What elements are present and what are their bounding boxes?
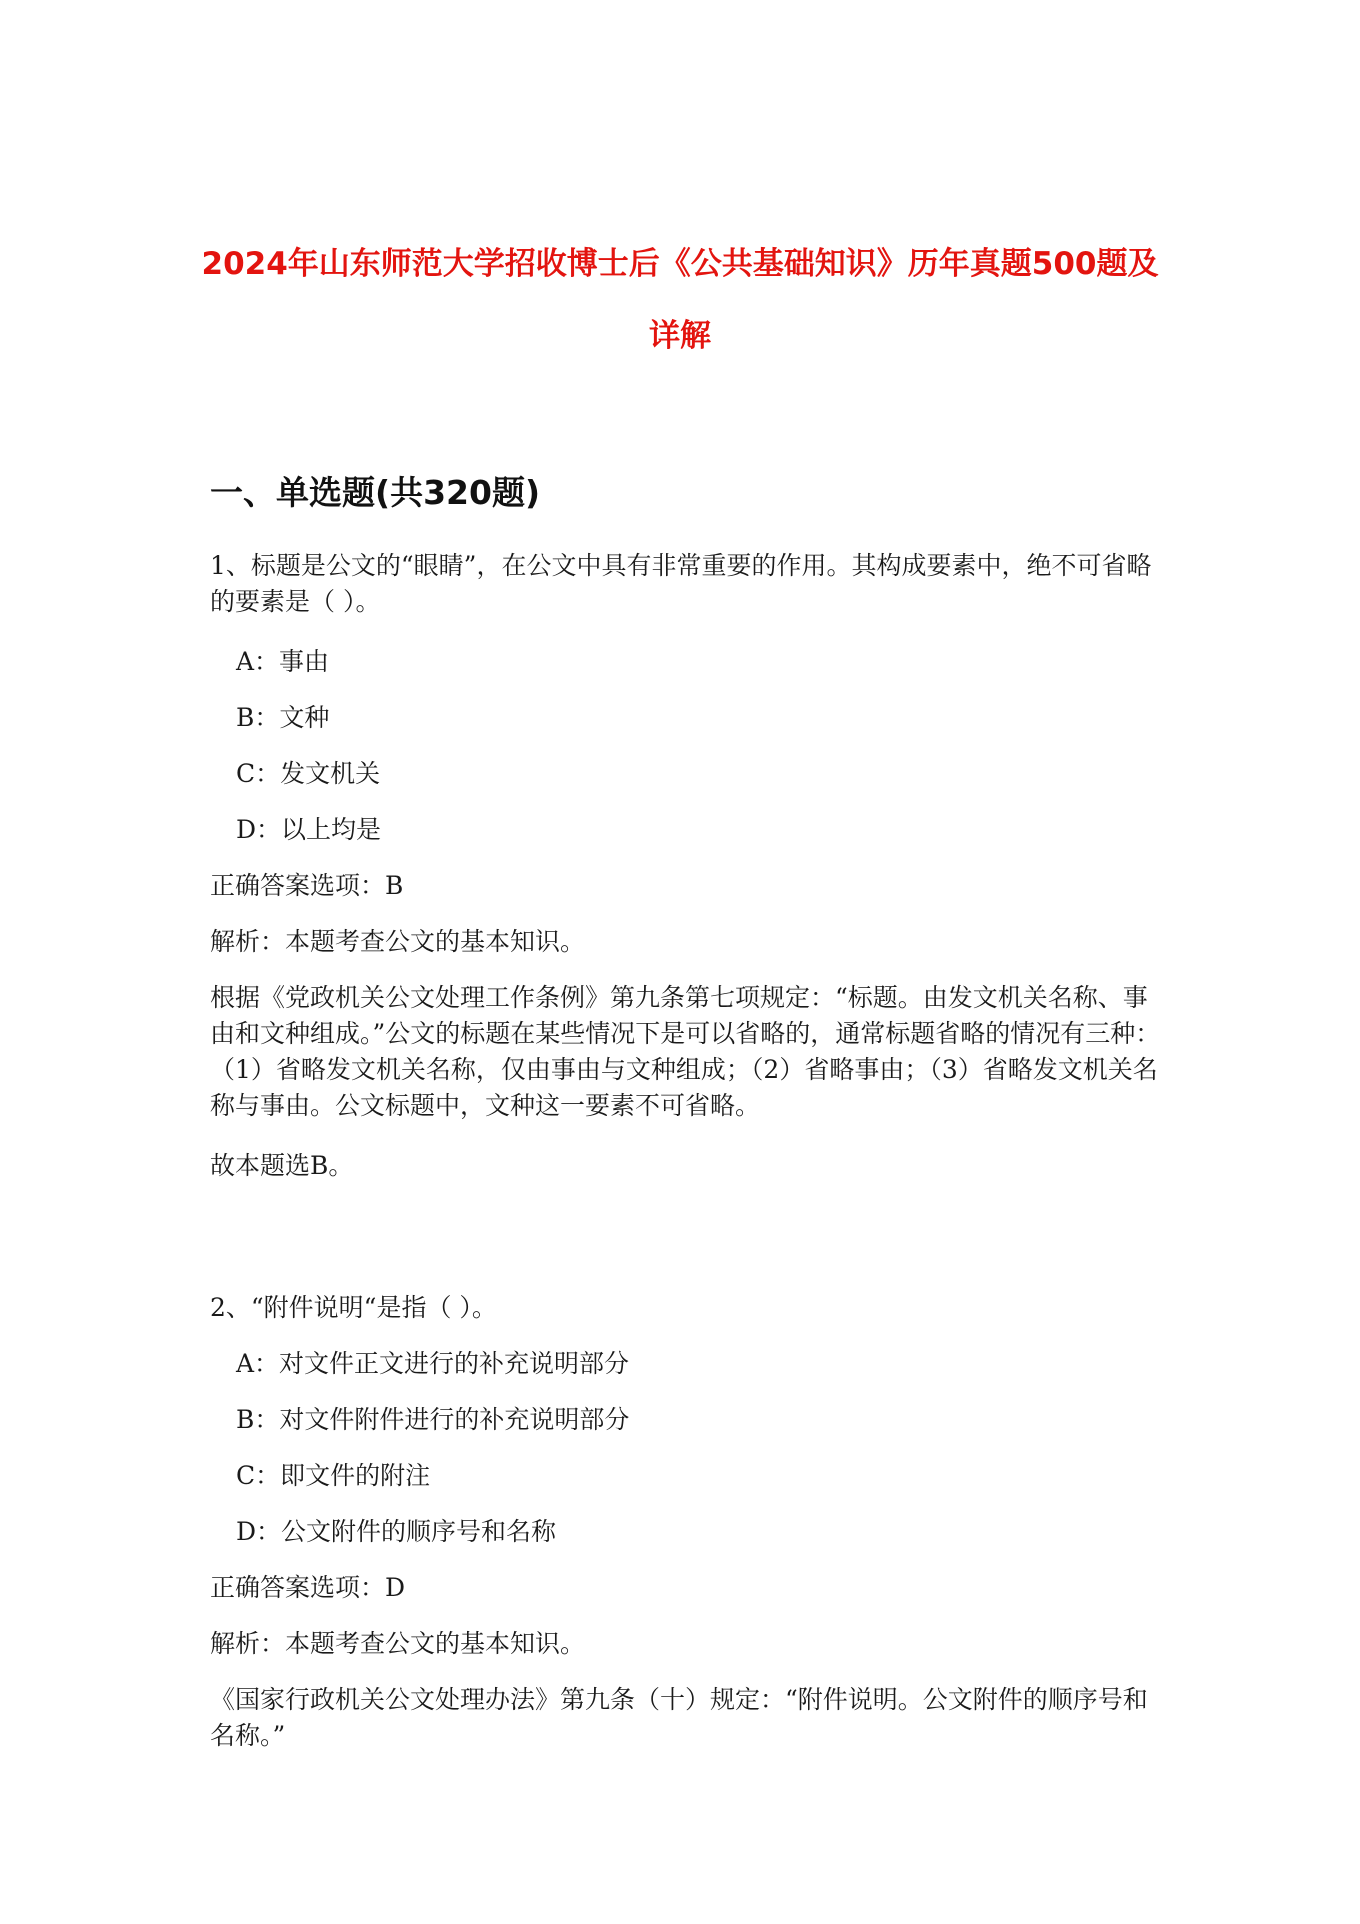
question-1-conclusion: 故本题选B。	[210, 1151, 354, 1180]
question-1-option-b: B：文种	[236, 703, 330, 732]
question-1-answer: 正确答案选项：B	[210, 871, 404, 900]
document-title: 2024年山东师范大学招收博士后《公共基础知识》历年真题500题及详解	[201, 246, 1159, 354]
question-1-analysis-body: 根据《党政机关公文处理工作条例》第九条第七项规定：“标题。由发文机关名称、事由和文种组成。”公文的标题在某些情况下是可以省略的，通常标题省略的情况有三种：（1）省略发文机关名称，仅由事由与文种组成；（2）省略事由；（3）省略发文机关名称与事由。公文标题中，文种这一要素不可省略。	[210, 983, 1161, 1120]
question-1-option-a: A：事由	[236, 647, 330, 676]
question-2-option-b: B：对文件附件进行的补充说明部分	[236, 1405, 630, 1434]
question-2-option-a: A：对文件正文进行的补充说明部分	[236, 1349, 630, 1378]
question-1-option-c: C：发文机关	[236, 759, 381, 788]
question-2-answer: 正确答案选项：D	[210, 1573, 406, 1602]
question-2-stem: 2、“附件说明“是指（ ）。	[210, 1293, 497, 1322]
question-2-analysis-body: 《国家行政机关公文处理办法》第九条（十）规定：“附件说明。公文附件的顺序号和名称。”	[210, 1685, 1148, 1750]
section-heading: 一、单选题(共320题)	[210, 473, 541, 512]
question-1-analysis-intro: 解析：本题考查公文的基本知识。	[210, 927, 586, 956]
question-2-option-c: C：即文件的附注	[236, 1461, 431, 1490]
question-1-option-d: D：以上均是	[236, 815, 382, 844]
question-1-stem: 1、标题是公文的“眼睛”，在公文中具有非常重要的作用。其构成要素中，绝不可省略的要素是（ ）。	[210, 551, 1152, 616]
question-2-analysis-intro: 解析：本题考查公文的基本知识。	[210, 1629, 586, 1658]
question-2-option-d: D：公文附件的顺序号和名称	[236, 1517, 557, 1546]
